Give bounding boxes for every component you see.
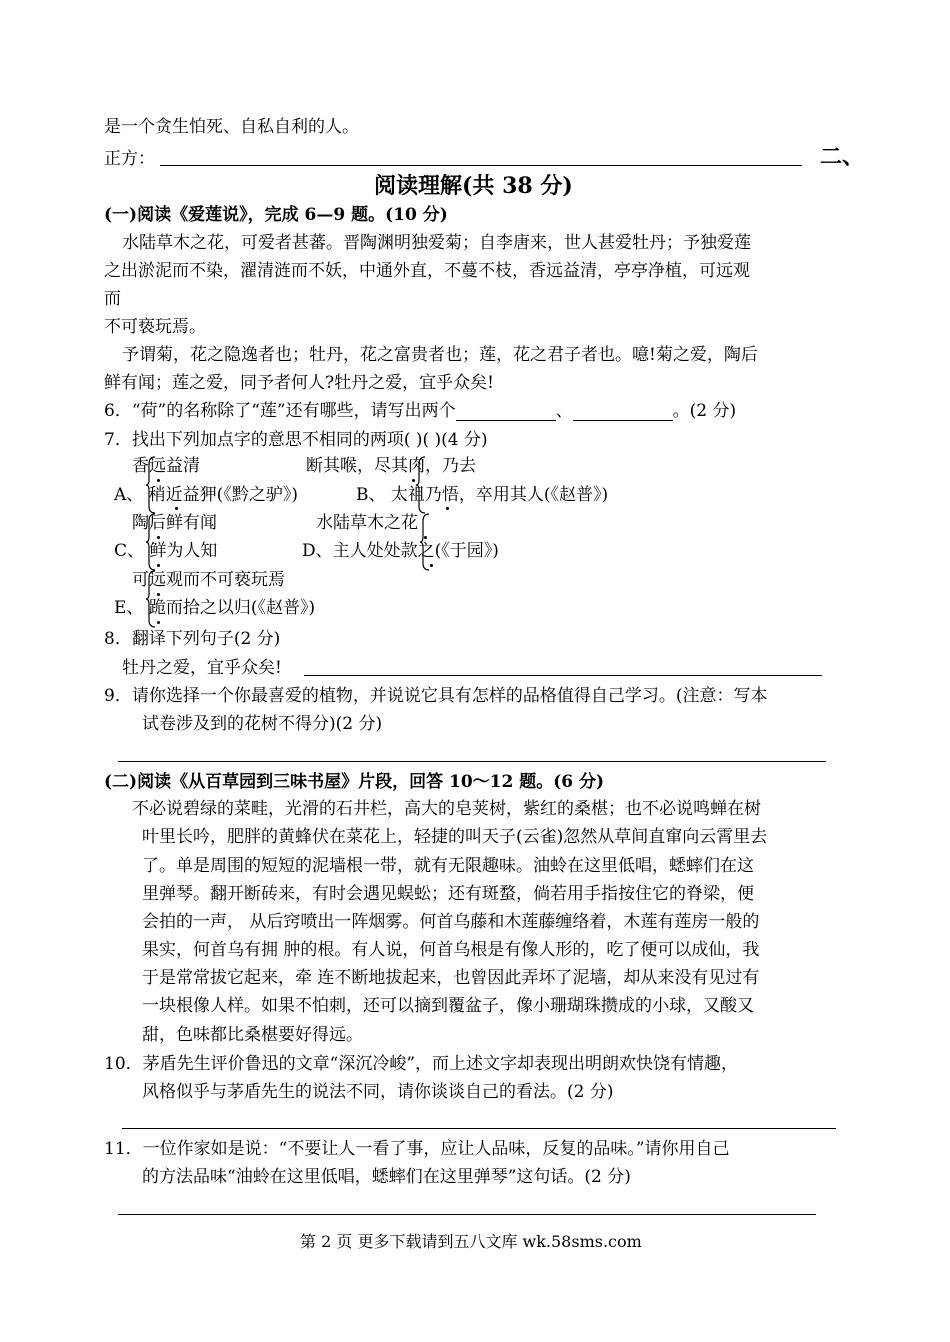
question-11-answer-line[interactable] xyxy=(118,1214,816,1215)
part2-passage-line: 不必说碧绿的菜畦，光滑的石井栏，高大的皂荚树，紫红的桑椹；也不必说鸣蝉在树 xyxy=(132,799,761,819)
question-9-line-2: 试卷涉及到的花树不得分)(2 分) xyxy=(142,714,383,734)
emphasis-dot xyxy=(157,593,160,596)
question-6-blank-1[interactable] xyxy=(456,404,556,421)
brace-a xyxy=(146,456,156,514)
part1-passage-line: 不可亵玩焉。 xyxy=(104,317,206,337)
emphasis-dot xyxy=(446,507,449,510)
emphasis-dot xyxy=(175,507,178,510)
section-number: 二、 xyxy=(820,144,865,170)
part1-passage-line: 鲜有闻；莲之爱，同予者何人?牡丹之爱，宜乎众矣! xyxy=(104,373,494,393)
question-6-blank-2[interactable] xyxy=(573,404,673,421)
zhengfang-answer-line xyxy=(160,165,802,166)
q7-option-text: 陶后鲜有闻 xyxy=(132,513,217,533)
emphasis-dot xyxy=(430,564,433,567)
question-10-line-2: 风格似乎与茅盾先生的说法不同，请你谈谈自己的看法。(2 分) xyxy=(142,1082,614,1102)
part2-passage-line: 会拍的一声， 从后窍喷出一阵烟雾。何首乌藤和木莲藤缠络着，木莲有莲房一般的 xyxy=(142,912,760,932)
brace-d xyxy=(420,513,430,571)
part1-passage-line: 予谓菊，花之隐逸者也；牡丹，花之富贵者也；莲，花之君子者也。噫!菊之爱，陶后 xyxy=(122,345,758,365)
question-6-sep: 、 xyxy=(555,401,573,421)
part1-passage-line: 之出淤泥而不染，濯清涟而不妖，中通外直，不蔓不枝，香远益清，亭亭净植，可远观 xyxy=(104,261,750,281)
q7-option-d: D、主人处处款之(《于园》) xyxy=(302,541,499,561)
q7-option-text: 可远观而不可亵玩焉 xyxy=(132,570,285,590)
question-8-answer-line[interactable] xyxy=(304,675,822,676)
carryover-line: 是一个贪生怕死、自私自利的人。 xyxy=(104,117,359,137)
part2-passage-line: 里弹琴。翻开断砖来，有时会遇见蜈蚣；还有斑蝥，倘若用手指按住它的脊梁，便 xyxy=(142,884,754,904)
part1-passage-line: 水陆草木之花，可爱者甚蕃。晋陶渊明独爱菊；自李唐来，世人甚爱牡丹；予独爱莲 xyxy=(122,233,751,253)
part2-passage-line: 于是常常拔它起来，牵 连不断地拔起来，也曾因此弄坏了泥墙，却从来没有见过有 xyxy=(142,968,760,988)
question-11-line-1: 11．一位作家如是说：“不要让人一看了事，应让人品味，反复的品味。”请你用自己 xyxy=(104,1139,730,1159)
question-6 xyxy=(104,401,736,421)
question-9-answer-line[interactable] xyxy=(118,761,826,762)
question-8-sentence: 牡丹之爱，宜乎众矣! xyxy=(122,658,282,678)
question-10-answer-line[interactable] xyxy=(122,1128,836,1129)
part2-passage-line: 果实，何首乌有拥 肿的根。有人说，何首乌根是有像人形的，吃了便可以成仙，我 xyxy=(142,940,760,960)
question-9-line-1: 9．请你选择一个你最喜爱的植物，并说说它具有怎样的品格值得自己学习。(注意：写本 xyxy=(104,686,768,706)
q7-option-text: 水陆草木之花 xyxy=(316,513,418,533)
question-7: 7．找出下列加点字的意思不相同的两项( )( )(4 分) xyxy=(104,430,488,450)
question-8: 8．翻译下列句子(2 分) xyxy=(104,629,281,649)
brace-b xyxy=(416,456,426,514)
emphasis-dot xyxy=(157,479,160,482)
zhengfang-label: 正方： xyxy=(104,149,155,169)
brace-e xyxy=(146,570,156,628)
part1-heading: (一)阅读《爱莲说》，完成 6—9 题。(10 分) xyxy=(104,205,448,225)
part2-passage-line: 叶里长吟，肥胖的黄蜂伏在菜花上，轻捷的叫天子(云雀)忽然从草间直窜向云霄里去 xyxy=(142,827,768,847)
q7-option-c: C、 鲜为人知 xyxy=(114,541,218,561)
emphasis-dot xyxy=(157,564,160,567)
q7-option-b: B、 太祖乃悟，卒用其人(《赵普》) xyxy=(356,485,609,505)
part2-heading: (二)阅读《从百草园到三味书屋》片段，回答 10～12 题。(6 分) xyxy=(104,772,605,792)
part1-passage-line: 而 xyxy=(104,289,121,309)
part2-passage-line: 了。单是周围的短短的泥墙根一带，就有无限趣味。油蛉在这里低唱，蟋蟀们在这 xyxy=(142,856,754,876)
emphasis-dot xyxy=(157,536,160,539)
question-6-text: 6．“荷”的名称除了“莲”还有哪些，请写出两个 xyxy=(104,401,456,421)
question-10-line-1: 10．茅盾先生评价鲁迅的文章“深沉冷峻”，而上述文字却表现出明朗欢快饶有情趣， xyxy=(104,1054,739,1074)
question-6-tail: 。(2 分) xyxy=(672,401,737,421)
q7-option-text: 断其喉，尽其肉，乃去 xyxy=(306,456,476,476)
brace-c xyxy=(146,513,156,571)
emphasis-dot xyxy=(157,621,160,624)
question-11-line-2: 的方法品味“油蛉在这里低唱，蟋蟀们在这里弹琴”这句话。(2 分) xyxy=(142,1167,631,1187)
part2-passage-line: 一块根像人样。如果不怕刺，还可以摘到覆盆子，像小珊瑚珠攒成的小球，又酸又 xyxy=(142,996,754,1016)
page-footer: 第 2 页 更多下载请到五八文库 wk.58sms.com xyxy=(300,1232,642,1251)
q7-option-e: E、 跪而拾之以归(《赵普》) xyxy=(114,598,316,618)
emphasis-dot xyxy=(424,536,427,539)
part2-passage-line: 甜，色味都比桑椹要好得远。 xyxy=(142,1025,363,1045)
q7-option-a: A、 稍近益狎(《黔之驴》) xyxy=(114,485,298,505)
section-title: 阅读理解(共 38 分) xyxy=(374,173,573,199)
emphasis-dot xyxy=(412,479,415,482)
q7-option-text: 香远益清 xyxy=(132,456,200,476)
